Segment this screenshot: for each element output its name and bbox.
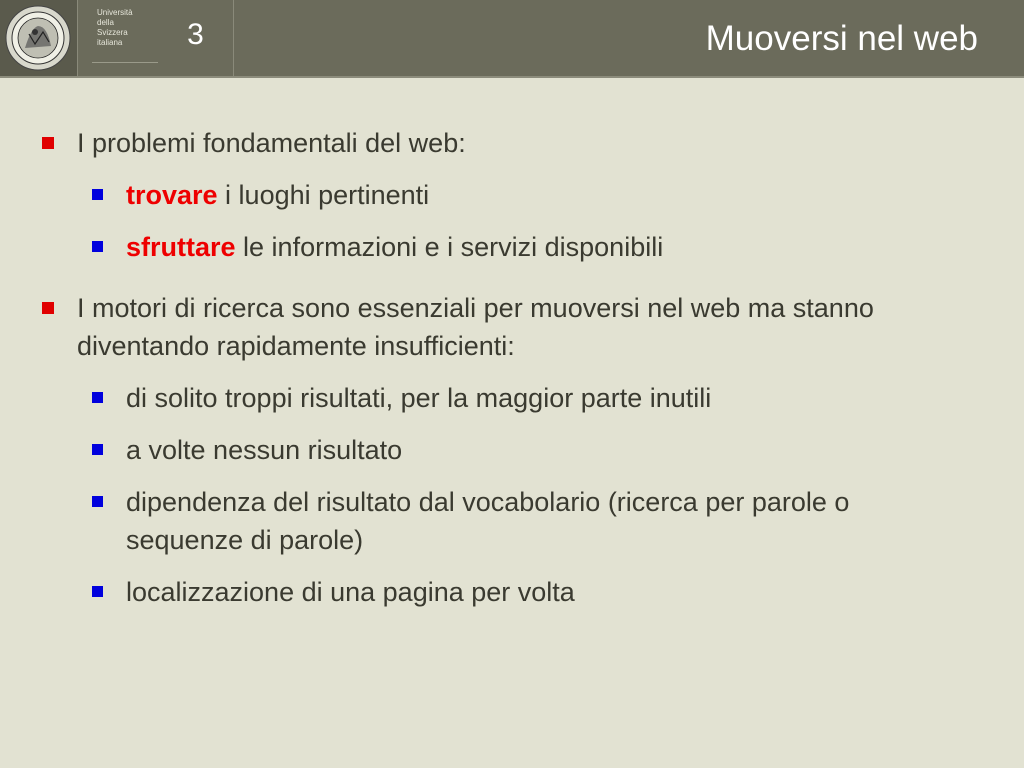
bullet-text: I motori di ricerca sono essenziali per muoversi nel web ma stanno diventando rapidamente insufficienti: — [77, 293, 874, 361]
bullet-text: localizzazione di una pagina per volta — [126, 577, 575, 607]
bullet-text: di solito troppi risultati, per la maggior parte inutili — [126, 383, 712, 413]
slide-header — [0, 0, 1024, 76]
divider — [92, 62, 158, 63]
bullet-item — [40, 124, 970, 162]
sub-bullet-item — [40, 483, 970, 559]
sub-bullet-item — [40, 379, 970, 417]
sub-bullet-item — [40, 176, 970, 214]
sub-bullet-item — [40, 431, 970, 469]
header-divider — [0, 76, 1024, 78]
slide-body — [40, 124, 970, 611]
bullet-text: i luoghi pertinenti — [217, 180, 430, 210]
slide-title: Muoversi nel web — [705, 19, 978, 58]
slide-number: 3 — [187, 18, 204, 51]
highlight-keyword: trovare — [126, 180, 218, 210]
square-bullet-icon — [42, 302, 54, 314]
bullet-text: a volte nessun risultato — [126, 435, 403, 465]
sub-bullet-item — [40, 573, 970, 611]
bullet-item — [40, 289, 970, 365]
square-bullet-icon — [92, 241, 103, 252]
bullet-text: I problemi fondamentali del web: — [77, 128, 466, 158]
university-label-box — [79, 0, 159, 76]
square-bullet-icon — [92, 586, 103, 597]
bullet-text: dipendenza del risultato dal vocabolario (ricerca per parole o sequenze di parole) — [126, 487, 850, 555]
university-name: Università della Svizzera italiana — [97, 8, 133, 47]
square-bullet-icon — [42, 137, 54, 149]
sub-bullet-item — [40, 228, 970, 266]
square-bullet-icon — [92, 392, 103, 403]
highlight-keyword: sfruttare — [126, 232, 236, 262]
square-bullet-icon — [92, 189, 103, 200]
square-bullet-icon — [92, 444, 103, 455]
politecnico-logo — [0, 0, 78, 76]
slide-number-box — [158, 0, 234, 76]
bullet-text: le informazioni e i servizi disponibili — [235, 232, 664, 262]
square-bullet-icon — [92, 496, 103, 507]
politecnico-seal-icon — [5, 4, 71, 72]
